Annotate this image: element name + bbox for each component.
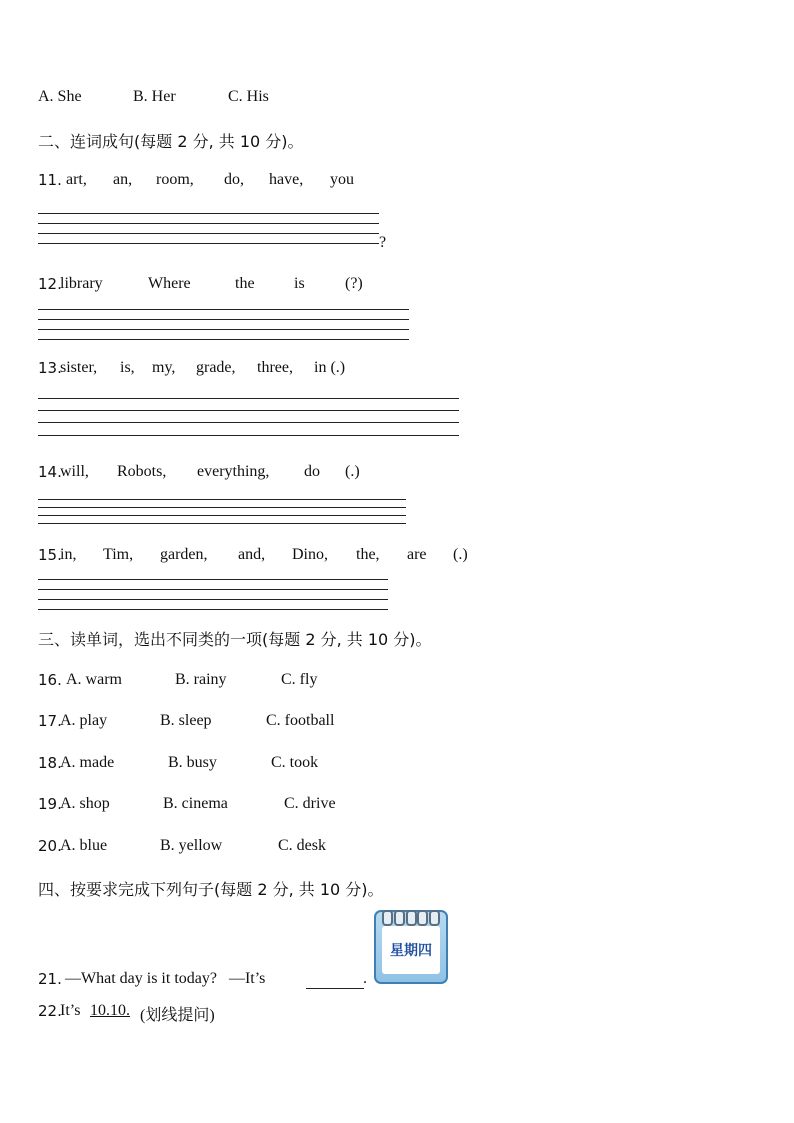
q10-option-c: C. His: [228, 88, 269, 105]
q12-number: 12.: [38, 275, 62, 293]
q13-word: grade,: [196, 359, 236, 376]
q13-word: is,: [120, 359, 135, 376]
q16-option-a: A. warm: [66, 671, 122, 688]
q19-number: 19.: [38, 795, 62, 813]
answer-line: [38, 410, 459, 411]
q11-word: an,: [113, 171, 133, 188]
q13-number: 13.: [38, 359, 62, 377]
q21-text: —What day is it today? —It’s: [65, 970, 266, 987]
q12-word: the: [235, 275, 255, 292]
answer-line: [38, 339, 409, 340]
q10-option-a: A. She: [38, 88, 82, 105]
q12-word: is: [294, 275, 305, 292]
q14-word: do: [304, 463, 320, 480]
answer-line: [38, 309, 409, 310]
q21-answer-blank[interactable]: [306, 972, 364, 989]
q22-text-pre: It’s: [60, 1002, 85, 1019]
q14-word: will,: [60, 463, 89, 480]
q22-line: [38, 1002, 338, 1022]
q18-option-c: C. took: [271, 754, 319, 771]
q12-word: library: [60, 275, 103, 292]
q11-word: art,: [66, 171, 87, 188]
q22-instruction: (划线提问): [136, 1007, 215, 1024]
q10-option-b: B. Her: [133, 88, 176, 105]
section3-title: 三、读单词，选出不同类的一项(每题 2 分, 共 10 分)。: [38, 630, 432, 649]
q11-word: have,: [269, 171, 304, 188]
answer-line: [38, 507, 406, 508]
q11-question-mark: ?: [379, 234, 387, 251]
q15-word: Tim,: [103, 546, 134, 563]
q17-option-c: C. football: [266, 712, 335, 729]
q17-number: 17.: [38, 712, 62, 730]
q15-word: the,: [356, 546, 380, 563]
q16-number: 16.: [38, 671, 62, 689]
answer-line: [38, 609, 388, 610]
answer-line: [38, 579, 388, 580]
q21-line: [38, 970, 458, 990]
answer-line: [38, 599, 388, 600]
q15-number: 15.: [38, 546, 62, 564]
q19-option-b: B. cinema: [163, 795, 228, 812]
q15-word: Dino,: [292, 546, 328, 563]
calendar-rings: [382, 910, 440, 924]
q15-word: and,: [238, 546, 266, 563]
q15-word: garden,: [160, 546, 208, 563]
q20-option-b: B. yellow: [160, 837, 223, 854]
calendar-day-label: 星期四: [382, 926, 440, 974]
q15-word: are: [407, 546, 427, 563]
answer-line: [38, 223, 379, 224]
q14-word: Robots,: [117, 463, 167, 480]
q12-word: (?): [345, 275, 363, 292]
section4-title: 四、按要求完成下列句子(每题 2 分, 共 10 分)。: [38, 880, 384, 899]
q16-option-b: B. rainy: [175, 671, 227, 688]
q20-option-a: A. blue: [60, 837, 108, 854]
q14-word: (.): [345, 463, 360, 480]
answer-line: [38, 319, 409, 320]
q20-option-c: C. desk: [278, 837, 326, 854]
answer-line: [38, 499, 406, 500]
q11-word: do,: [224, 171, 244, 188]
q22-underlined-part: 10.10.: [90, 1002, 130, 1019]
q13-word: three,: [257, 359, 293, 376]
q13-word: in (.): [314, 359, 346, 376]
q15-word: in,: [60, 546, 77, 563]
answer-line: [38, 523, 406, 524]
q18-number: 18.: [38, 754, 62, 772]
q15-word: (.): [453, 546, 468, 563]
answer-line: [38, 243, 379, 244]
answer-line: [38, 233, 379, 234]
q14-number: 14.: [38, 463, 62, 481]
q14-word: everything,: [197, 463, 270, 480]
q18-option-a: A. made: [60, 754, 115, 771]
q18-option-b: B. busy: [168, 754, 217, 771]
q12-word: Where: [148, 275, 191, 292]
q11-word: you: [330, 171, 354, 188]
answer-line: [38, 589, 388, 590]
q13-word: sister,: [60, 359, 98, 376]
q19-option-a: A. shop: [60, 795, 110, 812]
q11-word: room,: [156, 171, 194, 188]
q11-number: 11.: [38, 171, 62, 189]
q21-period: .: [363, 970, 367, 987]
answer-line: [38, 422, 459, 423]
q17-option-a: A. play: [60, 712, 108, 729]
q22-number: 22.: [38, 1002, 62, 1020]
section2-title: 二、连词成句(每题 2 分, 共 10 分)。: [38, 132, 304, 151]
q20-number: 20.: [38, 837, 62, 855]
q17-option-b: B. sleep: [160, 712, 212, 729]
answer-line: [38, 329, 409, 330]
q19-option-c: C. drive: [284, 795, 336, 812]
q13-word: my,: [152, 359, 176, 376]
answer-line: [38, 398, 459, 399]
answer-line: [38, 213, 379, 214]
q21-number: 21.: [38, 970, 62, 988]
answer-line: [38, 515, 406, 516]
answer-line: [38, 435, 459, 436]
q16-option-c: C. fly: [281, 671, 318, 688]
